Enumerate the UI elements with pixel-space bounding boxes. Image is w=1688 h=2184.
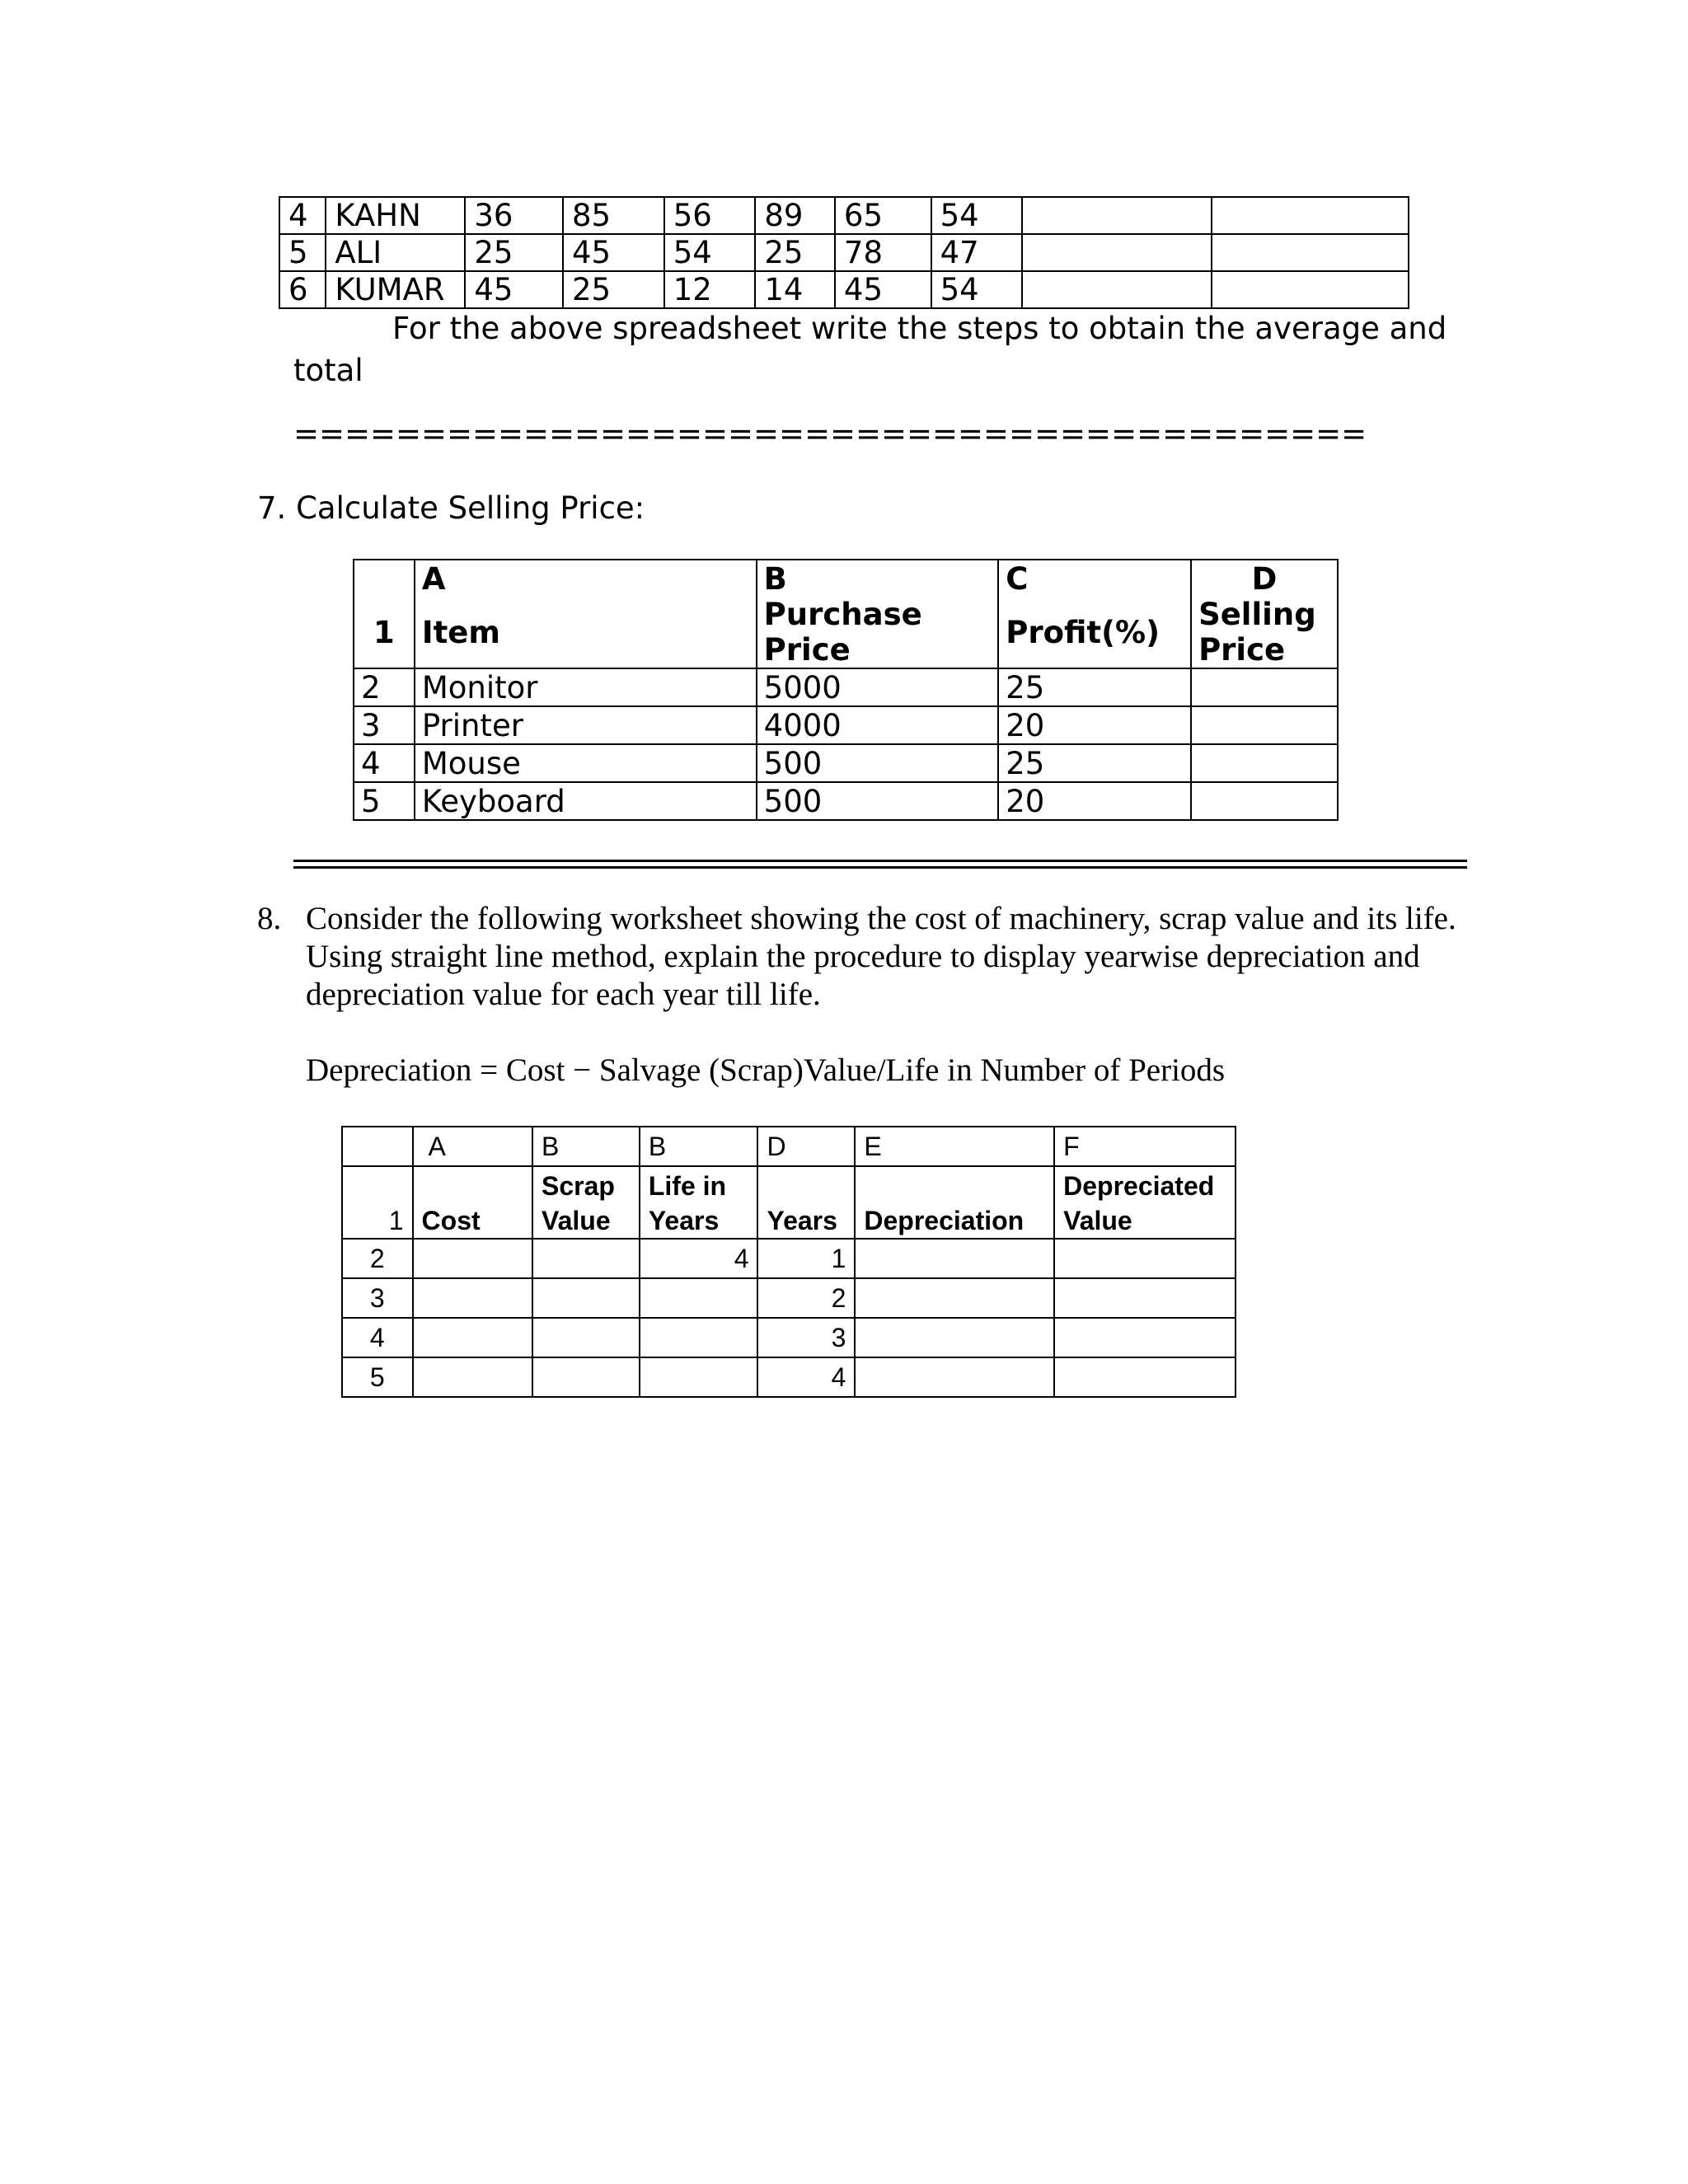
column-letter: D (757, 1127, 855, 1166)
cell (1212, 271, 1409, 308)
cell: 500 (757, 782, 999, 820)
cell: 25 (563, 271, 664, 308)
cell: 5 (279, 234, 326, 271)
cell: 54 (664, 234, 756, 271)
cell: 20 (998, 782, 1191, 820)
cell: 6 (279, 271, 326, 308)
row-number: 1 (342, 1166, 413, 1239)
cell (1054, 1239, 1236, 1278)
cell (532, 1357, 640, 1397)
row-number: 2 (354, 668, 415, 706)
cell (1054, 1318, 1236, 1357)
separator-line: ========================================== (293, 416, 1367, 452)
column-header: Item (415, 597, 757, 668)
cell (1022, 271, 1211, 308)
column-letter: C (998, 560, 1191, 597)
column-letter: A (413, 1127, 532, 1166)
cell: Mouse (415, 744, 757, 782)
column-header: Profit(%) (998, 597, 1191, 668)
cell (1022, 197, 1211, 234)
table-row (279, 271, 1409, 308)
header-row (354, 597, 1338, 668)
column-header: Years (757, 1166, 855, 1239)
cell: 25 (998, 668, 1191, 706)
cell: 45 (835, 271, 931, 308)
cell: 56 (664, 197, 756, 234)
depreciation-table (341, 1126, 1236, 1398)
header-row (342, 1166, 1236, 1239)
cell: 500 (757, 744, 999, 782)
cell (1054, 1357, 1236, 1397)
column-letter: B (757, 560, 999, 597)
row-number: 3 (342, 1278, 413, 1318)
cell: KAHN (326, 197, 465, 234)
instruction-text-continued: total (293, 353, 363, 388)
cell (855, 1318, 1054, 1357)
cell (1022, 234, 1211, 271)
cell (532, 1318, 640, 1357)
cell (413, 1357, 532, 1397)
cell (413, 1318, 532, 1357)
cell: 65 (835, 197, 931, 234)
column-letter (354, 560, 415, 597)
row-number: 5 (342, 1357, 413, 1397)
cell: 4 (640, 1239, 758, 1278)
row-number: 5 (354, 782, 415, 820)
column-letter-row (342, 1127, 1236, 1166)
table-row (354, 744, 1338, 782)
cell: ALI (326, 234, 465, 271)
cell (640, 1357, 758, 1397)
column-header: Depreciation (855, 1166, 1054, 1239)
cell: 54 (931, 197, 1023, 234)
column-letter: D (1191, 560, 1338, 597)
row-number: 2 (342, 1239, 413, 1278)
question-text: Consider the following worksheet showing the cost of machinery, scrap value and its life. Using straight line method, explain the procedure to display yearwise depreciation and depreciation value for each year till life. (306, 901, 1456, 1012)
cell: 78 (835, 234, 931, 271)
table-row (354, 706, 1338, 744)
cell: Printer (415, 706, 757, 744)
row-number: 1 (354, 597, 415, 668)
column-letter: F (1054, 1127, 1236, 1166)
table-row (279, 197, 1409, 234)
marks-table (279, 196, 1409, 309)
row-number: 4 (354, 744, 415, 782)
column-letter: E (855, 1127, 1054, 1166)
cell: 2 (757, 1278, 855, 1318)
cell (1212, 234, 1409, 271)
column-header: Depreciated Value (1054, 1166, 1236, 1239)
cell (413, 1239, 532, 1278)
cell (640, 1278, 758, 1318)
table-row (279, 234, 1409, 271)
cell (532, 1239, 640, 1278)
cell: 45 (465, 271, 563, 308)
cell (1212, 197, 1409, 234)
cell: KUMAR (326, 271, 465, 308)
question-7-heading: 7. Calculate Selling Price: (257, 490, 645, 526)
cell (855, 1278, 1054, 1318)
instruction-text: For the above spreadsheet write the steps to obtain the average and (392, 311, 1447, 346)
cell: 25 (465, 234, 563, 271)
cell: 4000 (757, 706, 999, 744)
cell: 89 (755, 197, 835, 234)
cell: 1 (757, 1239, 855, 1278)
column-header: Selling Price (1191, 597, 1338, 668)
cell (1191, 706, 1338, 744)
table-row (342, 1239, 1236, 1278)
cell (1191, 782, 1338, 820)
cell: Keyboard (415, 782, 757, 820)
cell: 4 (757, 1357, 855, 1397)
row-number: 3 (354, 706, 415, 744)
selling-price-table (353, 559, 1339, 821)
cell (640, 1318, 758, 1357)
cell: 54 (931, 271, 1023, 308)
table-row (354, 668, 1338, 706)
cell: Monitor (415, 668, 757, 706)
table-row (354, 782, 1338, 820)
depreciation-formula: Depreciation = Cost − Salvage (Scrap)Value/Life in Number of Periods (306, 1052, 1226, 1088)
column-header: Life in Years (640, 1166, 758, 1239)
cell (413, 1278, 532, 1318)
cell: 5000 (757, 668, 999, 706)
column-header: Cost (413, 1166, 532, 1239)
question-number: 8. (257, 901, 282, 936)
column-letter (342, 1127, 413, 1166)
column-letter: B (532, 1127, 640, 1166)
table-row (342, 1357, 1236, 1397)
cell: 25 (755, 234, 835, 271)
cell (1054, 1278, 1236, 1318)
cell (855, 1357, 1054, 1397)
column-header: Purchase Price (757, 597, 999, 668)
header-row (354, 560, 1338, 597)
column-letter: B (640, 1127, 758, 1166)
cell (1191, 744, 1338, 782)
cell: 12 (664, 271, 756, 308)
cell (855, 1239, 1054, 1278)
cell: 20 (998, 706, 1191, 744)
cell: 3 (757, 1318, 855, 1357)
cell: 25 (998, 744, 1191, 782)
cell (532, 1278, 640, 1318)
cell: 45 (563, 234, 664, 271)
cell (1191, 668, 1338, 706)
cell: 14 (755, 271, 835, 308)
column-letter: A (415, 560, 757, 597)
cell: 85 (563, 197, 664, 234)
cell: 47 (931, 234, 1023, 271)
cell: 36 (465, 197, 563, 234)
table-row (342, 1318, 1236, 1357)
table-row (342, 1278, 1236, 1318)
row-number: 4 (342, 1318, 413, 1357)
column-header: Scrap Value (532, 1166, 640, 1239)
double-rule-divider (293, 860, 1467, 869)
cell: 4 (279, 197, 326, 234)
